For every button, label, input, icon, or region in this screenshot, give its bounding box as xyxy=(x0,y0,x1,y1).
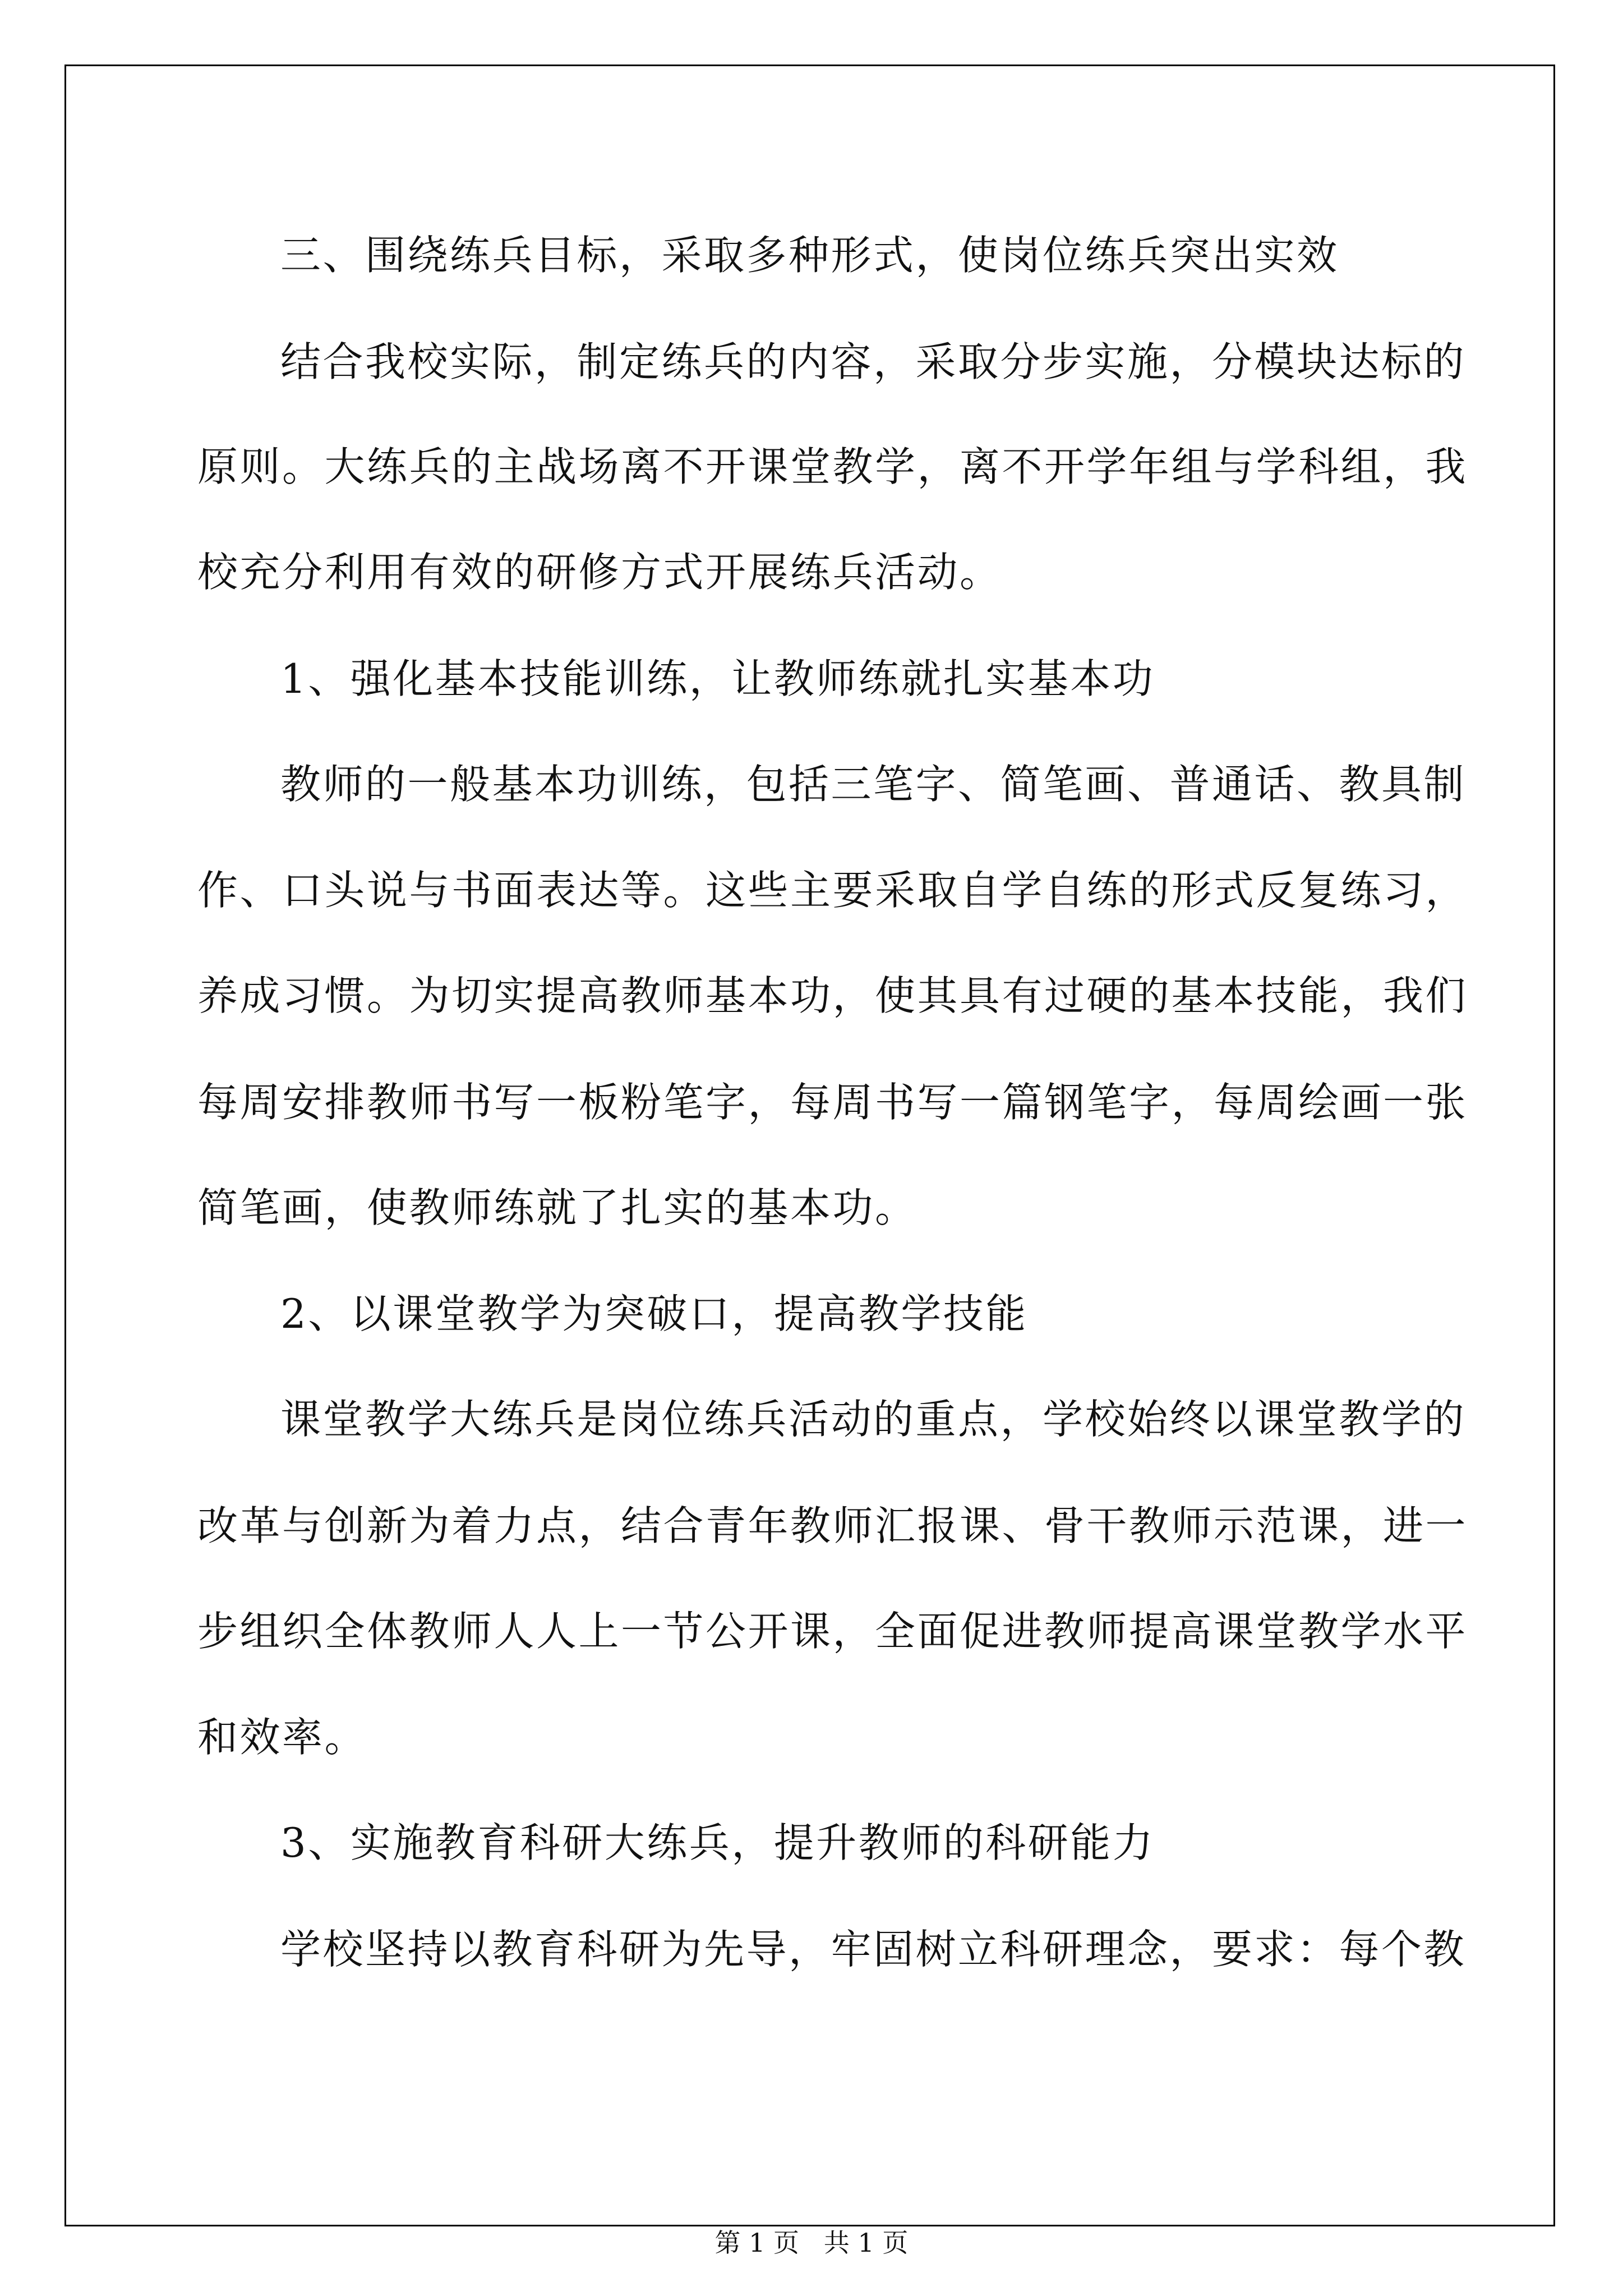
paragraph-line: 改革与创新为着力点，结合青年教师汇报课、骨干教师示范课，进一 xyxy=(197,1502,1468,1549)
paragraph-line: 结合我校实际，制定练兵的内容，采取分步实施，分模块达标的 xyxy=(280,338,1467,385)
paragraph-line: 步组织全体教师人人上一节公开课，全面促进教师提高课堂教学水平 xyxy=(197,1608,1468,1655)
paragraph-line: 教师的一般基本功训练，包括三笔字、简笔画、普通话、教具制 xyxy=(280,761,1467,808)
paragraph-line: 校充分利用有效的研修方式开展练兵活动。 xyxy=(197,549,1002,596)
paragraph-line: 养成习惯。为切实提高教师基本功，使其具有过硬的基本技能，我们 xyxy=(197,972,1468,1019)
paragraph-line: 和效率。 xyxy=(197,1714,367,1761)
paragraph-line: 课堂教学大练兵是岗位练兵活动的重点，学校始终以课堂教学的 xyxy=(280,1396,1467,1443)
paragraph-line: 作、口头说与书面表达等。这些主要采取自学自练的形式反复练习， xyxy=(197,867,1468,914)
subheading-2: 2、以课堂教学为突破口，提高教学技能 xyxy=(280,1290,1028,1337)
subheading-3: 3、实施教育科研大练兵，提升教师的科研能力 xyxy=(280,1819,1155,1866)
subheading-1: 1、强化基本技能训练，让教师练就扎实基本功 xyxy=(280,655,1155,702)
paragraph-line: 原则。大练兵的主战场离不开课堂教学，离不开学年组与学科组，我 xyxy=(197,443,1468,490)
paragraph-line: 学校坚持以教育科研为先导，牢固树立科研理念，要求：每个教 xyxy=(280,1926,1467,1973)
paragraph-line: 每周安排教师书写一板粉笔字，每周书写一篇钢笔字，每周绘画一张 xyxy=(197,1079,1468,1126)
paragraph-line: 简笔画，使教师练就了扎实的基本功。 xyxy=(197,1184,917,1231)
section-heading-3: 三、围绕练兵目标，采取多种形式，使岗位练兵突出实效 xyxy=(280,232,1339,279)
page-number-footer: 第 1 页 共 1 页 xyxy=(714,2228,909,2258)
